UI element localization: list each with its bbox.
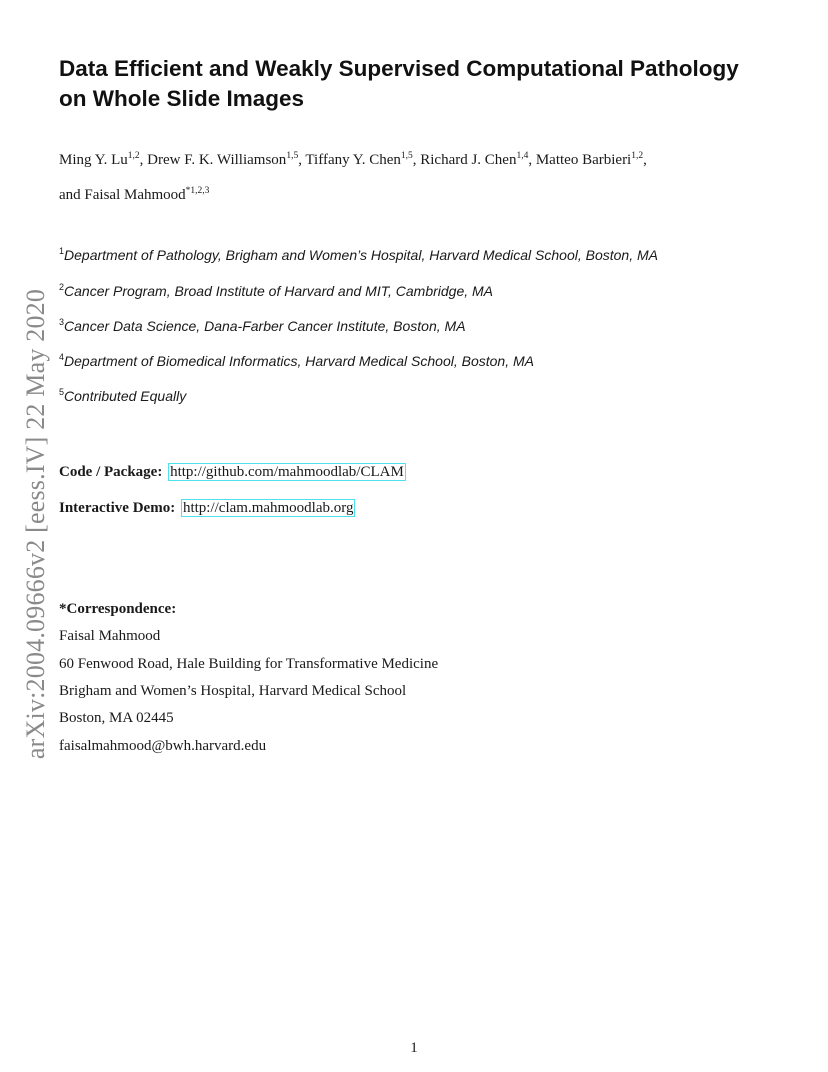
affiliation-number: 5 [59,387,65,397]
affiliation-number: 2 [59,282,65,292]
author-affiliation-marker: 1,2 [631,151,644,161]
code-package-label: Code / Package: [59,464,163,480]
affiliation-2 [59,283,493,299]
author-name: Tiffany Y. Chen [305,152,401,168]
correspondence-email: faisalmahmood@bwh.harvard.edu [59,738,267,754]
correspondence-name: Faisal Mahmood [59,628,161,644]
author-separator: , [139,152,148,168]
affiliation-text: Department of Biomedical Informatics, Harvard Medical School, Boston, MA [64,353,534,369]
affiliation-3 [59,318,466,334]
affiliation-4 [59,353,534,369]
paper-title [59,54,779,114]
author-affiliation-marker: 1,2 [127,151,140,161]
affiliation-text: Cancer Program, Broad Institute of Harvard and MIT, Cambridge, MA [64,283,494,299]
affiliation-number: 3 [59,317,65,327]
author-name: and Faisal Mahmood [59,187,186,203]
author-affiliation-marker: 1,5 [286,151,299,161]
author-affiliation-marker: *1,2,3 [185,186,210,196]
title-line-1: Data Efficient and Weakly Supervised Computational Pathology [59,56,739,81]
affiliation-text: Contributed Equally [64,388,187,404]
affiliation-1 [59,247,658,263]
correspondence-address-line: Brigham and Women’s Hospital, Harvard Medical School [59,683,407,699]
interactive-demo-row [59,499,355,517]
author-list-line-1 [59,152,647,169]
code-package-link[interactable]: http://github.com/mahmoodlab/CLAM [170,464,404,480]
code-package-row [59,463,406,481]
author-name: Richard J. Chen [420,152,517,168]
correspondence-address-line: Boston, MA 02445 [59,710,174,726]
author-separator: , [298,152,306,168]
author-name: Ming Y. Lu [59,152,128,168]
affiliation-5 [59,388,186,404]
affiliation-text: Department of Pathology, Brigham and Women’s Hospital, Harvard Medical School, Boston, MA [64,247,658,263]
title-line-2: on Whole Slide Images [59,86,305,111]
interactive-demo-link[interactable]: http://clam.mahmoodlab.org [182,500,354,516]
correspondence-heading: *Correspondence: [59,601,177,617]
author-name: Drew F. K. Williamson [147,152,287,168]
author-list-line-2 [59,187,209,204]
page-number: 1 [410,1040,418,1056]
correspondence-address-line: 60 Fenwood Road, Hale Building for Transformative Medicine [59,656,439,672]
affiliation-number: 4 [59,352,65,362]
arxiv-identifier-stamp: arXiv:2004.09666v2 [eess.IV] 22 May 2020 [21,288,50,760]
author-separator: , [528,152,536,168]
author-affiliation-marker: 1,4 [516,151,529,161]
author-separator: , [643,152,647,168]
author-separator: , [412,152,421,168]
affiliation-number: 1 [59,246,65,256]
author-name: Matteo Barbieri [535,152,632,168]
affiliation-text: Cancer Data Science, Dana-Farber Cancer Institute, Boston, MA [64,318,466,334]
interactive-demo-label: Interactive Demo: [59,500,176,516]
author-affiliation-marker: 1,5 [400,151,413,161]
